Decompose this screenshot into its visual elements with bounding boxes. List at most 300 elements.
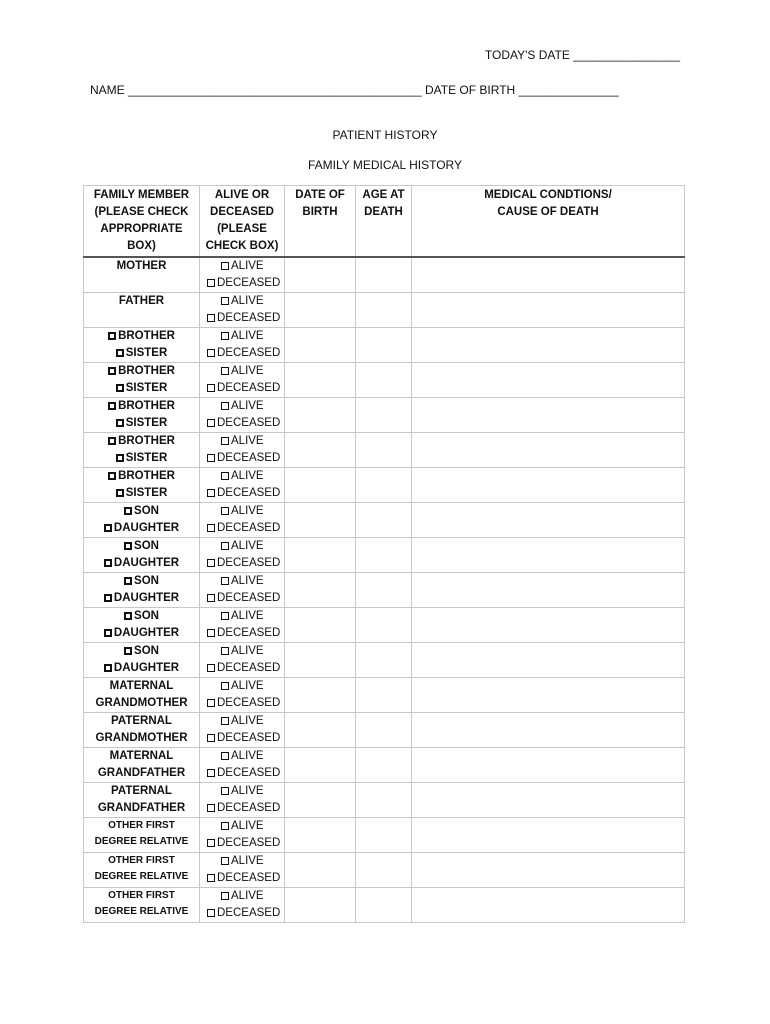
deceased-label: DECEASED xyxy=(217,732,281,744)
checkbox-icon[interactable] xyxy=(221,717,229,725)
checkbox-icon[interactable] xyxy=(221,857,229,865)
family-member-label: BROTHER xyxy=(118,330,175,342)
alive-label: ALIVE xyxy=(231,890,264,902)
family-member-option[interactable] xyxy=(84,363,199,380)
deceased-label: DECEASED xyxy=(217,417,281,429)
alive-label: ALIVE xyxy=(231,855,264,867)
status-cell xyxy=(200,608,285,643)
checkbox-icon[interactable] xyxy=(221,472,229,480)
checkbox-icon[interactable] xyxy=(207,419,215,427)
status-cell xyxy=(200,363,285,398)
date-of-birth-cell[interactable] xyxy=(285,888,356,923)
table-row xyxy=(84,503,685,538)
family-member-option xyxy=(84,904,199,920)
checkbox-icon[interactable] xyxy=(207,839,215,847)
checkbox-icon[interactable] xyxy=(221,297,229,305)
family-member-option[interactable] xyxy=(84,503,199,520)
date-of-birth-cell[interactable] xyxy=(285,433,356,468)
family-member-label: PATERNAL xyxy=(111,785,172,797)
checkbox-icon[interactable] xyxy=(207,279,215,287)
alive-option[interactable] xyxy=(200,573,284,590)
age-at-death-cell[interactable] xyxy=(356,678,412,713)
family-member-option xyxy=(84,293,199,310)
family-member-label: DAUGHTER xyxy=(113,627,180,639)
deceased-option[interactable] xyxy=(200,380,284,397)
alive-option[interactable] xyxy=(200,783,284,800)
checkbox-icon[interactable] xyxy=(221,367,229,375)
age-at-death-cell[interactable] xyxy=(356,573,412,608)
table-row xyxy=(84,573,685,608)
family-member-option[interactable] xyxy=(84,520,199,537)
table-row xyxy=(84,468,685,503)
checkbox-icon[interactable] xyxy=(207,594,215,602)
family-member-cell xyxy=(84,713,200,748)
alive-label: ALIVE xyxy=(231,785,264,797)
family-member-option[interactable] xyxy=(84,538,199,555)
alive-label: ALIVE xyxy=(231,610,264,622)
alive-label: ALIVE xyxy=(231,365,264,377)
medical-conditions-cell[interactable] xyxy=(412,433,685,468)
table-row xyxy=(84,538,685,573)
status-cell xyxy=(200,538,285,573)
deceased-option[interactable] xyxy=(200,555,284,572)
checkbox-icon[interactable] xyxy=(207,489,215,497)
medical-conditions-cell[interactable] xyxy=(412,713,685,748)
deceased-option[interactable] xyxy=(200,765,284,782)
status-cell xyxy=(200,468,285,503)
medical-conditions-cell[interactable] xyxy=(412,503,685,538)
alive-option[interactable] xyxy=(200,258,284,275)
status-cell xyxy=(200,853,285,888)
alive-option[interactable] xyxy=(200,678,284,695)
family-member-label: SON xyxy=(134,610,159,622)
family-medical-history-title: FAMILY MEDICAL HISTORY xyxy=(307,158,463,172)
age-at-death-cell[interactable] xyxy=(356,468,412,503)
checkbox-icon[interactable] xyxy=(207,734,215,742)
date-of-birth-cell[interactable] xyxy=(285,398,356,433)
family-member-option xyxy=(84,800,199,817)
checkbox-icon[interactable] xyxy=(207,629,215,637)
medical-conditions-cell[interactable] xyxy=(412,468,685,503)
family-member-cell xyxy=(84,783,200,818)
checkbox-icon[interactable] xyxy=(207,804,215,812)
age-at-death-cell[interactable] xyxy=(356,293,412,328)
family-member-option[interactable] xyxy=(84,608,199,625)
medical-conditions-cell[interactable] xyxy=(412,328,685,363)
deceased-label: DECEASED xyxy=(217,872,281,884)
checkbox-icon[interactable] xyxy=(108,472,116,480)
family-member-option xyxy=(84,730,199,747)
date-of-birth-cell[interactable] xyxy=(285,713,356,748)
medical-conditions-cell[interactable] xyxy=(412,643,685,678)
medical-conditions-cell[interactable] xyxy=(412,257,685,293)
family-member-label: MOTHER xyxy=(116,260,167,272)
age-at-death-cell[interactable] xyxy=(356,328,412,363)
checkbox-icon[interactable] xyxy=(221,612,229,620)
date-of-birth-cell[interactable] xyxy=(285,643,356,678)
alive-label: ALIVE xyxy=(231,680,264,692)
family-member-option[interactable] xyxy=(84,328,199,345)
family-member-option[interactable] xyxy=(84,468,199,485)
family-member-label: DEGREE RELATIVE xyxy=(94,906,189,917)
alive-option[interactable] xyxy=(200,608,284,625)
age-at-death-cell[interactable] xyxy=(356,643,412,678)
alive-label: ALIVE xyxy=(231,470,264,482)
table-header-row xyxy=(84,186,685,258)
family-member-option[interactable] xyxy=(84,590,199,607)
alive-option[interactable] xyxy=(200,398,284,415)
checkbox-icon[interactable] xyxy=(207,314,215,322)
alive-option[interactable] xyxy=(200,748,284,765)
checkbox-icon[interactable] xyxy=(108,332,116,340)
family-member-label: SON xyxy=(134,540,159,552)
deceased-label: DECEASED xyxy=(217,767,281,779)
family-member-option[interactable] xyxy=(84,625,199,642)
age-at-death-cell[interactable] xyxy=(356,748,412,783)
todays-date-line[interactable]: TODAY'S DATE ________________ xyxy=(484,48,680,62)
deceased-option[interactable] xyxy=(200,590,284,607)
alive-option[interactable] xyxy=(200,363,284,380)
family-member-label: DEGREE RELATIVE xyxy=(94,836,189,847)
checkbox-icon[interactable] xyxy=(221,437,229,445)
checkbox-icon[interactable] xyxy=(207,699,215,707)
status-cell xyxy=(200,783,285,818)
table-row xyxy=(84,888,685,923)
deceased-option[interactable] xyxy=(200,625,284,642)
alive-label: ALIVE xyxy=(231,400,264,412)
medical-conditions-cell[interactable] xyxy=(412,783,685,818)
family-member-label: SON xyxy=(134,505,159,517)
alive-label: ALIVE xyxy=(231,645,264,657)
deceased-label: DECEASED xyxy=(217,837,281,849)
checkbox-icon[interactable] xyxy=(124,507,132,515)
checkbox-icon[interactable] xyxy=(207,349,215,357)
family-member-cell xyxy=(84,503,200,538)
date-of-birth-cell[interactable] xyxy=(285,293,356,328)
date-of-birth-cell[interactable] xyxy=(285,538,356,573)
medical-conditions-cell[interactable] xyxy=(412,538,685,573)
checkbox-icon[interactable] xyxy=(116,384,124,392)
checkbox-icon[interactable] xyxy=(124,577,132,585)
alive-option[interactable] xyxy=(200,468,284,485)
deceased-label: DECEASED xyxy=(217,522,281,534)
family-member-option[interactable] xyxy=(84,398,199,415)
alive-label: ALIVE xyxy=(231,435,264,447)
checkbox-icon[interactable] xyxy=(221,822,229,830)
checkbox-icon[interactable] xyxy=(124,612,132,620)
checkbox-icon[interactable] xyxy=(207,874,215,882)
family-member-label: MATERNAL xyxy=(109,680,174,692)
date-of-birth-cell[interactable] xyxy=(285,818,356,853)
date-of-birth-cell[interactable] xyxy=(285,257,356,293)
medical-conditions-cell[interactable] xyxy=(412,678,685,713)
alive-option[interactable] xyxy=(200,818,284,835)
deceased-option[interactable] xyxy=(200,730,284,747)
table-row xyxy=(84,678,685,713)
age-at-death-cell[interactable] xyxy=(356,888,412,923)
deceased-label: DECEASED xyxy=(217,347,281,359)
family-member-option xyxy=(84,678,199,695)
alive-option[interactable] xyxy=(200,713,284,730)
table-row xyxy=(84,608,685,643)
status-cell xyxy=(200,678,285,713)
family-member-option[interactable] xyxy=(84,380,199,397)
date-of-birth-cell[interactable] xyxy=(285,748,356,783)
deceased-label: DECEASED xyxy=(217,557,281,569)
family-member-option xyxy=(84,713,199,730)
family-member-label: OTHER FIRST xyxy=(108,820,175,831)
status-cell xyxy=(200,257,285,293)
checkbox-icon[interactable] xyxy=(221,682,229,690)
status-cell xyxy=(200,433,285,468)
deceased-option[interactable] xyxy=(200,660,284,677)
age-at-death-cell[interactable] xyxy=(356,433,412,468)
checkbox-icon[interactable] xyxy=(207,664,215,672)
family-member-cell xyxy=(84,293,200,328)
family-member-label: PATERNAL xyxy=(111,715,172,727)
deceased-option[interactable] xyxy=(200,905,284,922)
family-member-option[interactable] xyxy=(84,415,199,432)
medical-conditions-cell[interactable] xyxy=(412,573,685,608)
checkbox-icon[interactable] xyxy=(221,402,229,410)
family-member-label: DAUGHTER xyxy=(113,662,180,674)
checkbox-icon[interactable] xyxy=(221,787,229,795)
date-of-birth-cell[interactable] xyxy=(285,853,356,888)
deceased-option[interactable] xyxy=(200,310,284,327)
age-at-death-cell[interactable] xyxy=(356,398,412,433)
deceased-label: DECEASED xyxy=(217,662,281,674)
alive-label: ALIVE xyxy=(231,750,264,762)
family-member-label: GRANDFATHER xyxy=(97,767,186,779)
medical-conditions-cell[interactable] xyxy=(412,853,685,888)
family-member-label: FATHER xyxy=(118,295,165,307)
family-member-option[interactable] xyxy=(84,345,199,362)
family-member-cell xyxy=(84,398,200,433)
deceased-label: DECEASED xyxy=(217,592,281,604)
deceased-option[interactable] xyxy=(200,450,284,467)
family-member-label: SON xyxy=(134,575,159,587)
alive-option[interactable] xyxy=(200,853,284,870)
family-member-cell xyxy=(84,643,200,678)
alive-option[interactable] xyxy=(200,538,284,555)
age-at-death-cell[interactable] xyxy=(356,363,412,398)
family-member-option xyxy=(84,818,199,834)
family-member-label: BROTHER xyxy=(118,400,175,412)
checkbox-icon[interactable] xyxy=(221,752,229,760)
family-member-cell xyxy=(84,257,200,293)
family-member-label: GRANDFATHER xyxy=(97,802,186,814)
family-member-option[interactable] xyxy=(84,660,199,677)
checkbox-icon[interactable] xyxy=(116,454,124,462)
date-of-birth-cell[interactable] xyxy=(285,503,356,538)
status-cell xyxy=(200,398,285,433)
medical-conditions-cell[interactable] xyxy=(412,398,685,433)
table-row xyxy=(84,818,685,853)
date-of-birth-cell[interactable] xyxy=(285,328,356,363)
checkbox-icon[interactable] xyxy=(207,769,215,777)
checkbox-icon[interactable] xyxy=(207,559,215,567)
deceased-label: DECEASED xyxy=(217,907,281,919)
checkbox-icon[interactable] xyxy=(116,419,124,427)
name-dob-line[interactable]: NAME ____________________________________________ DATE OF BIRTH _______________ xyxy=(90,83,619,97)
family-member-option xyxy=(84,888,199,904)
checkbox-icon[interactable] xyxy=(221,892,229,900)
alive-option[interactable] xyxy=(200,328,284,345)
age-at-death-cell[interactable] xyxy=(356,538,412,573)
alive-label: ALIVE xyxy=(231,540,264,552)
alive-option[interactable] xyxy=(200,888,284,905)
alive-label: ALIVE xyxy=(231,715,264,727)
deceased-option[interactable] xyxy=(200,835,284,852)
checkbox-icon[interactable] xyxy=(221,577,229,585)
table-row xyxy=(84,713,685,748)
family-member-cell xyxy=(84,573,200,608)
checkbox-icon[interactable] xyxy=(221,647,229,655)
deceased-option[interactable] xyxy=(200,415,284,432)
medical-conditions-cell[interactable] xyxy=(412,888,685,923)
checkbox-icon[interactable] xyxy=(104,629,112,637)
family-member-label: SISTER xyxy=(125,347,168,359)
age-at-death-cell[interactable] xyxy=(356,853,412,888)
deceased-option[interactable] xyxy=(200,345,284,362)
deceased-label: DECEASED xyxy=(217,627,281,639)
checkbox-icon[interactable] xyxy=(207,384,215,392)
checkbox-icon[interactable] xyxy=(104,594,112,602)
age-at-death-cell[interactable] xyxy=(356,257,412,293)
medical-conditions-cell[interactable] xyxy=(412,293,685,328)
checkbox-icon[interactable] xyxy=(207,524,215,532)
deceased-label: DECEASED xyxy=(217,802,281,814)
age-at-death-cell[interactable] xyxy=(356,713,412,748)
checkbox-icon[interactable] xyxy=(221,542,229,550)
table-row xyxy=(84,748,685,783)
deceased-label: DECEASED xyxy=(217,382,281,394)
checkbox-icon[interactable] xyxy=(221,332,229,340)
family-member-option xyxy=(84,853,199,869)
checkbox-icon[interactable] xyxy=(104,664,112,672)
header-family-member: FAMILY MEMBER (PLEASE CHECK APPROPRIATE BOX) xyxy=(84,186,200,258)
table-row xyxy=(84,363,685,398)
family-member-option[interactable] xyxy=(84,433,199,450)
age-at-death-cell[interactable] xyxy=(356,503,412,538)
family-member-option[interactable] xyxy=(84,573,199,590)
deceased-label: DECEASED xyxy=(217,277,281,289)
checkbox-icon[interactable] xyxy=(108,437,116,445)
checkbox-icon[interactable] xyxy=(108,367,116,375)
alive-option[interactable] xyxy=(200,503,284,520)
family-member-label: SISTER xyxy=(125,382,168,394)
checkbox-icon[interactable] xyxy=(207,909,215,917)
checkbox-icon[interactable] xyxy=(116,349,124,357)
checkbox-icon[interactable] xyxy=(221,262,229,270)
family-member-option[interactable] xyxy=(84,555,199,572)
deceased-option[interactable] xyxy=(200,695,284,712)
family-member-option[interactable] xyxy=(84,643,199,660)
table-row xyxy=(84,398,685,433)
family-member-label: SISTER xyxy=(125,417,168,429)
deceased-option[interactable] xyxy=(200,275,284,292)
checkbox-icon[interactable] xyxy=(104,524,112,532)
table-row xyxy=(84,257,685,293)
family-member-label: GRANDMOTHER xyxy=(95,732,188,744)
status-cell xyxy=(200,328,285,363)
medical-conditions-cell[interactable] xyxy=(412,608,685,643)
status-cell xyxy=(200,293,285,328)
medical-conditions-cell[interactable] xyxy=(412,818,685,853)
status-cell xyxy=(200,888,285,923)
family-member-label: OTHER FIRST xyxy=(108,890,175,901)
family-member-label: BROTHER xyxy=(118,365,175,377)
table-row xyxy=(84,433,685,468)
family-member-cell xyxy=(84,538,200,573)
date-of-birth-cell[interactable] xyxy=(285,468,356,503)
checkbox-icon[interactable] xyxy=(124,542,132,550)
checkbox-icon[interactable] xyxy=(116,489,124,497)
deceased-option[interactable] xyxy=(200,870,284,887)
checkbox-icon[interactable] xyxy=(221,507,229,515)
alive-label: ALIVE xyxy=(231,575,264,587)
alive-label: ALIVE xyxy=(231,820,264,832)
medical-conditions-cell[interactable] xyxy=(412,363,685,398)
family-member-option xyxy=(84,783,199,800)
deceased-option[interactable] xyxy=(200,485,284,502)
checkbox-icon[interactable] xyxy=(124,647,132,655)
family-member-cell xyxy=(84,468,200,503)
deceased-label: DECEASED xyxy=(217,312,281,324)
family-member-label: DEGREE RELATIVE xyxy=(94,871,189,882)
date-of-birth-cell[interactable] xyxy=(285,608,356,643)
family-member-cell xyxy=(84,608,200,643)
family-member-option xyxy=(84,765,199,782)
age-at-death-cell[interactable] xyxy=(356,783,412,818)
date-of-birth-cell[interactable] xyxy=(285,363,356,398)
header-medical-conditions: MEDICAL CONDTIONS/ CAUSE OF DEATH xyxy=(412,186,685,258)
table-row xyxy=(84,293,685,328)
header-age-at-death: AGE AT DEATH xyxy=(356,186,412,258)
table-row xyxy=(84,328,685,363)
medical-conditions-cell[interactable] xyxy=(412,748,685,783)
deceased-label: DECEASED xyxy=(217,697,281,709)
family-member-option xyxy=(84,695,199,712)
family-member-option xyxy=(84,748,199,765)
checkbox-icon[interactable] xyxy=(207,454,215,462)
alive-option[interactable] xyxy=(200,293,284,310)
alive-label: ALIVE xyxy=(231,295,264,307)
deceased-option[interactable] xyxy=(200,800,284,817)
table-row xyxy=(84,783,685,818)
family-member-label: BROTHER xyxy=(118,435,175,447)
alive-label: ALIVE xyxy=(231,330,264,342)
alive-option[interactable] xyxy=(200,433,284,450)
family-member-label: DAUGHTER xyxy=(113,557,180,569)
age-at-death-cell[interactable] xyxy=(356,608,412,643)
date-of-birth-cell[interactable] xyxy=(285,678,356,713)
date-of-birth-cell[interactable] xyxy=(285,573,356,608)
checkbox-icon[interactable] xyxy=(108,402,116,410)
date-of-birth-cell[interactable] xyxy=(285,783,356,818)
family-member-option[interactable] xyxy=(84,450,199,467)
status-cell xyxy=(200,748,285,783)
patient-history-title: PATIENT HISTORY xyxy=(332,128,438,142)
deceased-label: DECEASED xyxy=(217,487,281,499)
family-member-cell xyxy=(84,748,200,783)
alive-option[interactable] xyxy=(200,643,284,660)
family-member-option[interactable] xyxy=(84,485,199,502)
family-member-label: SISTER xyxy=(125,487,168,499)
deceased-option[interactable] xyxy=(200,520,284,537)
checkbox-icon[interactable] xyxy=(104,559,112,567)
age-at-death-cell[interactable] xyxy=(356,818,412,853)
